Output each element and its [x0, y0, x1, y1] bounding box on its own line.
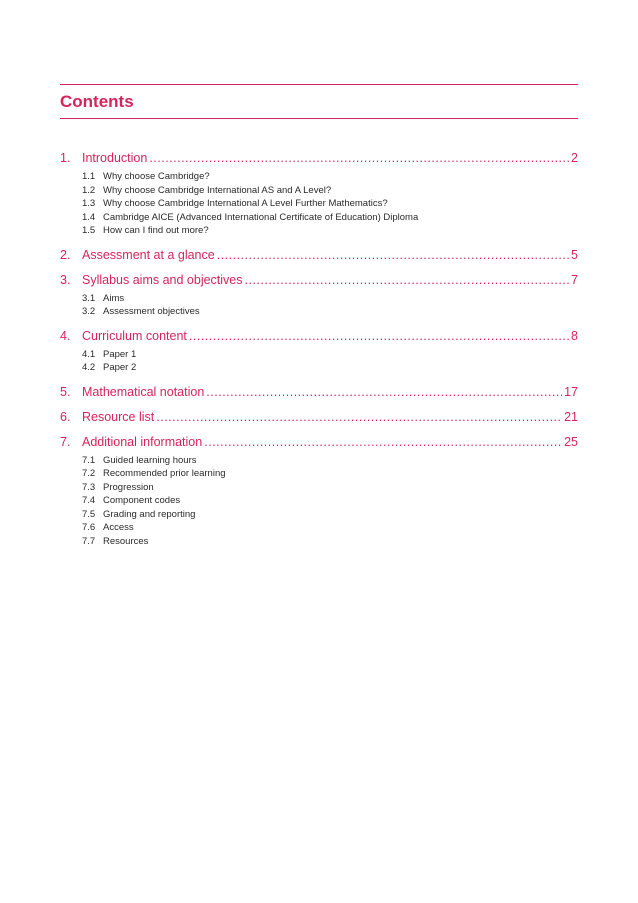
toc-subsection-label: Access — [103, 522, 134, 533]
toc-section — [60, 247, 578, 263]
toc-subsection-label: Progression — [103, 481, 154, 493]
toc-entry[interactable] — [60, 328, 578, 344]
toc-subsection[interactable] — [82, 224, 578, 238]
toc-entry-number: 5. — [60, 384, 71, 399]
toc-subsection-number: 1.1 — [82, 171, 96, 182]
toc-entry-number: 4. — [60, 328, 71, 343]
table-of-contents — [60, 150, 578, 557]
toc-section — [60, 272, 578, 319]
toc-entry-label: Assessment at a glance — [82, 247, 215, 262]
toc-section — [60, 150, 578, 238]
dot-leader — [204, 434, 562, 450]
toc-subsection-number: 1.4 — [82, 211, 96, 223]
toc-subsection[interactable] — [82, 197, 578, 211]
toc-subsection[interactable] — [82, 508, 578, 522]
toc-subsection-number: 7.6 — [82, 522, 96, 533]
dot-leader — [245, 272, 570, 288]
toc-subsection-list — [60, 292, 578, 319]
toc-entry-page: 5 — [571, 247, 578, 262]
dot-leader — [189, 328, 569, 344]
toc-subsection-number: 7.5 — [82, 508, 96, 520]
toc-subsection-label: Component codes — [103, 495, 181, 506]
toc-subsection[interactable] — [82, 184, 578, 198]
toc-entry-label: Syllabus aims and objectives — [82, 272, 243, 287]
toc-subsection[interactable] — [82, 305, 578, 319]
toc-subsection[interactable] — [82, 292, 578, 306]
toc-subsection-label: Assessment objectives — [103, 306, 200, 317]
toc-section — [60, 434, 578, 549]
toc-subsection-label: Guided learning hours — [103, 454, 197, 466]
toc-entry-number: 1. — [60, 151, 71, 165]
toc-entry-label: Mathematical notation — [82, 384, 205, 399]
toc-subsection-number: 3.2 — [82, 306, 96, 317]
toc-entry-page: 2 — [571, 151, 578, 165]
toc-entry-label: Resource list — [82, 409, 155, 424]
dot-leader — [206, 384, 562, 400]
toc-entry-number: 2. — [60, 247, 71, 262]
toc-subsection-label: Resources — [103, 535, 149, 547]
toc-entry-page: 17 — [564, 384, 578, 399]
toc-section — [60, 384, 578, 400]
toc-subsection-number: 4.1 — [82, 348, 96, 360]
toc-section — [60, 328, 578, 375]
toc-subsection-label: Recommended prior learning — [103, 468, 226, 479]
toc-subsection-number: 7.3 — [82, 481, 96, 493]
toc-entry[interactable] — [60, 409, 578, 425]
toc-section — [60, 409, 578, 425]
toc-subsection-label: Grading and reporting — [103, 508, 196, 520]
toc-subsection-number: 1.5 — [82, 225, 96, 236]
toc-entry-number: 6. — [60, 409, 71, 424]
toc-entry-page: 7 — [571, 272, 578, 287]
toc-subsection[interactable] — [82, 348, 578, 362]
toc-subsection[interactable] — [82, 467, 578, 481]
toc-subsection[interactable] — [82, 535, 578, 549]
toc-subsection[interactable] — [82, 521, 578, 535]
page-title: Contents — [60, 92, 134, 111]
toc-subsection[interactable] — [82, 454, 578, 468]
toc-subsection-list — [60, 454, 578, 549]
toc-entry-number: 7. — [60, 434, 71, 449]
toc-subsection-number: 7.7 — [82, 535, 96, 547]
toc-entry-label: Introduction — [82, 151, 148, 165]
dot-leader — [149, 150, 569, 166]
toc-subsection-label: Paper 1 — [103, 348, 137, 360]
toc-entry[interactable] — [60, 150, 578, 166]
toc-entry-page: 8 — [571, 328, 578, 343]
toc-subsection-label: Why choose Cambridge International A Level Further Mathematics? — [103, 198, 388, 209]
toc-subsection-label: Why choose Cambridge International AS and A Level? — [103, 184, 332, 196]
toc-subsection-label: Why choose Cambridge? — [103, 171, 210, 182]
toc-subsection-label: Cambridge AICE (Advanced International Certificate of Education) Diploma — [103, 211, 419, 223]
toc-subsection[interactable] — [82, 211, 578, 225]
toc-entry[interactable] — [60, 247, 578, 263]
toc-subsection-label: Aims — [103, 292, 125, 304]
toc-subsection[interactable] — [82, 170, 578, 184]
toc-subsection-number: 7.4 — [82, 495, 96, 506]
toc-subsection-number: 3.1 — [82, 292, 96, 304]
toc-entry[interactable] — [60, 272, 578, 288]
toc-subsection-label: How can I find out more? — [103, 225, 209, 236]
toc-subsection-number: 7.1 — [82, 454, 96, 466]
toc-entry-page: 21 — [564, 409, 578, 424]
bottom-rule — [60, 118, 578, 119]
toc-entry-label: Curriculum content — [82, 328, 187, 343]
toc-subsection-list — [60, 348, 578, 375]
toc-entry-number: 3. — [60, 272, 71, 287]
toc-subsection-list — [60, 170, 578, 238]
dot-leader — [217, 247, 569, 263]
toc-entry-label: Additional information — [82, 434, 203, 449]
dot-leader — [156, 409, 562, 425]
toc-subsection-number: 1.3 — [82, 198, 96, 209]
toc-subsection[interactable] — [82, 481, 578, 495]
toc-subsection-number: 7.2 — [82, 468, 96, 479]
toc-subsection[interactable] — [82, 361, 578, 375]
toc-entry-page: 25 — [564, 434, 578, 449]
toc-entry[interactable] — [60, 434, 578, 450]
toc-subsection-label: Paper 2 — [103, 362, 137, 373]
toc-subsection-number: 4.2 — [82, 362, 96, 373]
toc-entry[interactable] — [60, 384, 578, 400]
toc-subsection-number: 1.2 — [82, 184, 96, 196]
toc-subsection[interactable] — [82, 494, 578, 508]
top-rule — [60, 84, 578, 85]
